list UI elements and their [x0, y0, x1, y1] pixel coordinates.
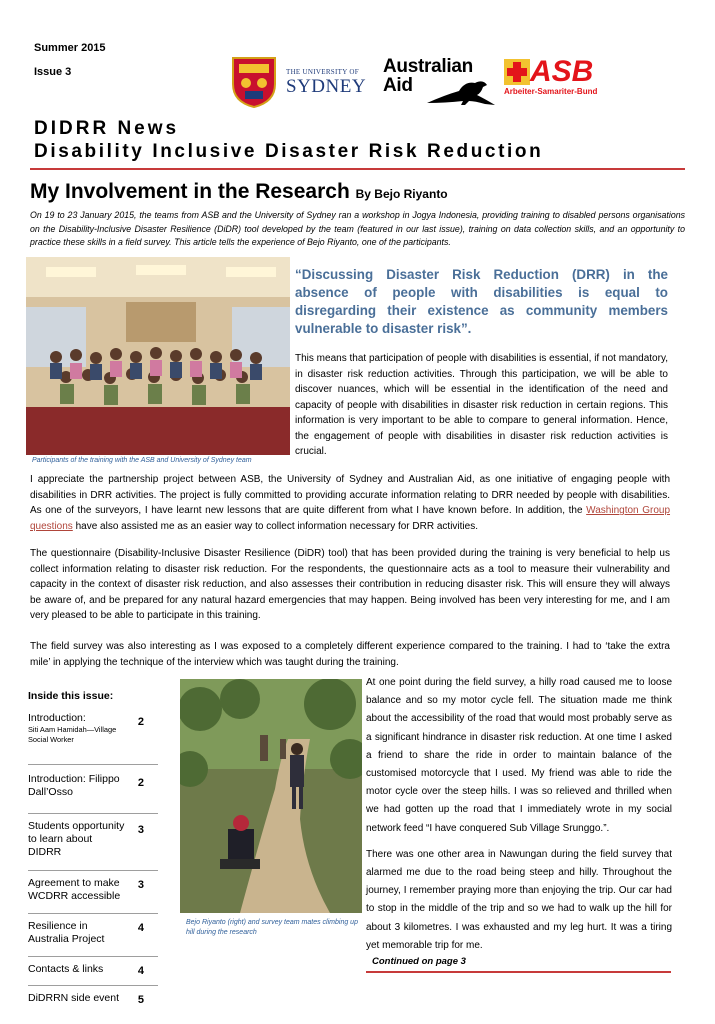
asb-logo	[504, 57, 614, 109]
photo1-caption: Participants of the training with the ASB and University of Sydney team	[32, 457, 252, 464]
university-crest-logo	[231, 56, 277, 108]
sidebar-title: Inside this issue:	[28, 690, 114, 702]
continued-on-link[interactable]: Continued on page 3	[372, 956, 466, 967]
p1-text-a: I appreciate the partnership project between ASB, the University of Sydney and Australian Aid, as one initiative of engaging people with disabilities in DRR activities. The project is fully committed to providing accurate information relating to DRR needed by people with disabilities. As one of the surveyors, I have learnt new lessons that are quite different from what I have known before. In addition, the	[30, 474, 670, 517]
sidebar-item-page: 4	[137, 922, 144, 934]
sidebar-item-label: Contacts & links	[28, 963, 104, 975]
washington-group-link[interactable]: Washington Group questions	[30, 505, 671, 532]
hill-climb-photo	[180, 679, 362, 913]
university-of-sydney-logo	[286, 68, 378, 100]
body-paragraph-2: The questionnaire (Disability-Inclusive Disaster Resilience (DiDR) tool) that has been provided during the training is very beneficial to help us collect information relating to disaster risk reduction. For the respondents, the questionnaire acts as a tool to measure their vulnerability and capacity in the context of disaster risk reduction, and also assesses their contribution in reducing disaster risk. This will ensure they will always be aware of, and be prepared for any natural hazard emergencies that may happen. Being involved has been very interesting for me, and I am very pleased to be able to participate in this training.	[30, 548, 670, 622]
sidebar-item-page: 3	[137, 824, 144, 836]
article-heading	[30, 180, 448, 204]
issue-date: Summer 2015	[34, 42, 106, 54]
sidebar-item-sub: Siti Aam Hamidah—Village Social Worker	[28, 725, 117, 744]
quote-paragraph: This means that participation of people with disabilities is essential, if not mandatory, in disaster risk reduction activities. Through this participation, we will be able to discover nuances, which will be essential in the identification of the need and capacity of people with disabilities in disaster risk reduction in certain regions. This information is very important to be able to compare to general information. Hence, the engagement of people with disabilities in disaster risk reduction activities is crucial.	[295, 353, 668, 457]
article-intro: On 19 to 23 January 2015, the teams from ASB and the University of Sydney ran a workshop in Jogya Indonesia, providing training to disabled persons organisations on the Disability-Inclusive Disaster Resilience (DiDR) tool developed by the team (featured in our last issue), training on data collection skills, and an opportunity to practice these skills in a field survey. This article tells the experience of Bejo Riyanto, one of the participants.	[30, 210, 685, 247]
header-divider	[30, 168, 685, 170]
sidebar-item-wcdrr[interactable]	[28, 871, 158, 914]
issue-number: Issue 3	[34, 66, 72, 78]
column-paragraph-1: At one point during the field survey, a hilly road caused me to loose balance and so my motor cycle fell. The situation made me think about the accessibility of the road that would most probably serve as a significant hindrance in disaster risk reduction. At one time I asked a friend to share the ride in order to maintain balance of the customised motorcycle that I used. My friend was able to ride the motor cycle over the steep hills. I was so relieved and thrilled when we had gotten up the road that I immediately wrote in my social network feed “I have conquered Sub Village Srunggo.”.	[366, 677, 672, 834]
sidebar-item-contacts[interactable]	[28, 957, 158, 986]
sidebar-item-page: 2	[137, 716, 144, 728]
sidebar-item-filippo[interactable]	[28, 765, 158, 814]
sidebar-item-students[interactable]	[28, 814, 158, 871]
sidebar-item-label: Introduction:	[28, 712, 86, 724]
sidebar-item-label: DiDRRN side event	[28, 992, 120, 1004]
asb-logo-word: ASB	[530, 55, 594, 88]
aus-aid-line2: Aid	[383, 75, 413, 96]
column-paragraph-2: There was one other area in Nawungan during the field survey that alarmed me due to the road being steep and hilly. Throughout the journey, I remember praying more than enjoying the trip. Our car had to stop in the middle of the trip and so we had to walk up the hill for about 3 kilometres. I was exhausted and my leg hurt. It was a tiring yet memorable trip for me.	[366, 848, 672, 951]
body-paragraph-3: The field survey was also interesting as I was exposed to a completely different experience compared to the training. I had to ‘take the extra mile’ in applying the technique of the interview which was taught during the training.	[30, 641, 670, 668]
sidebar-item-side-event[interactable]	[28, 986, 158, 1012]
usyd-logo-large-text: SYDNEY	[286, 76, 367, 97]
kangaroo-icon	[425, 77, 497, 107]
sidebar-item-page: 3	[137, 879, 144, 891]
sidebar-item-label: Agreement to make WCDRR accessible	[28, 877, 121, 902]
red-cross-icon	[504, 59, 530, 85]
continued-column	[366, 674, 672, 955]
sidebar-item-label: Students opportunity to learn about DIDRR	[28, 820, 125, 858]
group-photo	[26, 257, 290, 455]
sidebar-item-page: 4	[137, 965, 144, 977]
sidebar-item-page: 2	[137, 777, 144, 789]
p1-text-b: have also assisted me as an easier way to collect information necessary for DRR activities.	[75, 520, 478, 532]
article-title: My Involvement in the Research	[30, 180, 350, 203]
sidebar-item-label: Introduction: Filippo Dall’Osso	[28, 773, 120, 798]
asb-logo-subtitle: Arbeiter-Samariter-Bund	[504, 87, 598, 96]
sidebar-item-resilience[interactable]	[28, 914, 158, 957]
photo2-caption: Bejo Riyanto (right) and survey team mates climbing up hill during the research	[186, 919, 358, 936]
sidebar-item-siti[interactable]	[28, 712, 158, 765]
article-byline: By Bejo Riyanto	[355, 187, 448, 201]
body-paragraph-1	[30, 472, 670, 534]
newsletter-subtitle: Disability Inclusive Disaster Risk Reduction	[34, 141, 544, 162]
newsletter-title: DIDRR News	[34, 118, 180, 139]
australian-aid-logo	[383, 57, 498, 107]
pull-quote: “Discussing Disaster Risk Reduction (DRR) in the absence of people with disabilities is equal to disregarding their existence as community members vulnerable to disaster risk”.	[295, 267, 668, 336]
sidebar-item-page: 5	[137, 994, 144, 1006]
sidebar-item-label: Resilience in Australia Project	[28, 920, 105, 945]
inside-this-issue	[28, 690, 158, 1012]
footer-divider	[366, 971, 671, 973]
aus-aid-line1: Australian	[383, 56, 473, 77]
usyd-logo-small-text: THE UNIVERSITY OF	[286, 68, 359, 76]
